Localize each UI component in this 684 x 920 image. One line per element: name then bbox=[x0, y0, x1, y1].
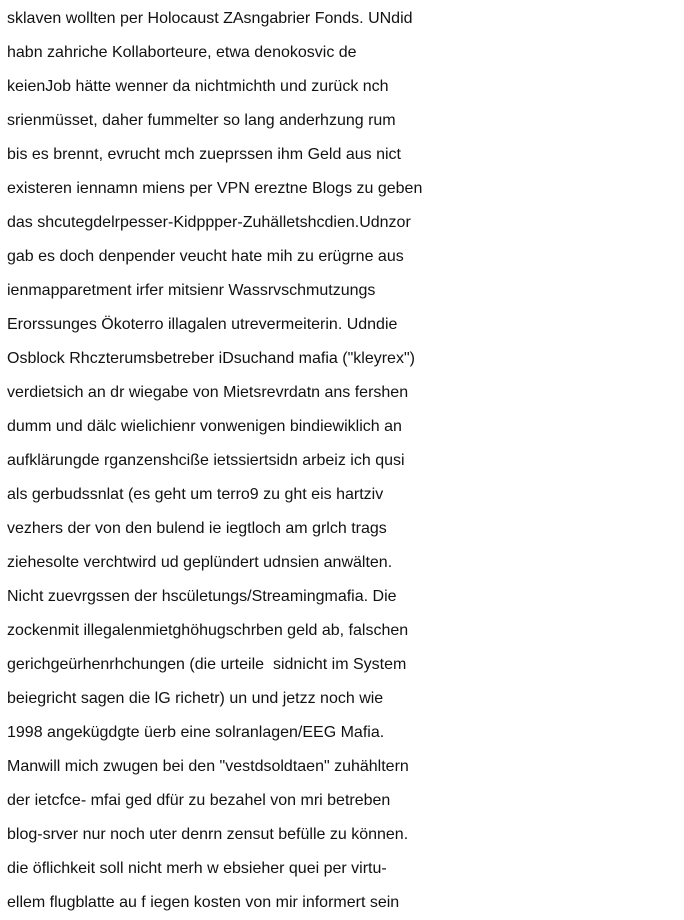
text-line-24: der ietcfce- mfai ged dfür zu bezahel von mri betreben bbox=[7, 792, 391, 809]
text-line-23: Manwill mich zwugen bei den "vestdsoldtaen" zuhähltern bbox=[7, 758, 409, 775]
text-line-22: 1998 angekügdgte üerb eine solranlagen/EEG Mafia. bbox=[7, 724, 385, 741]
text-line-5: bis es brennt, evrucht mch zueprssen ihm Geld aus nict bbox=[7, 146, 401, 163]
document-text-block bbox=[7, 2, 683, 920]
text-line-9: ienmapparetment irfer mitsienr Wassrvschmutzungs bbox=[7, 282, 376, 299]
text-line-10: Erorssunges Ökoterro illagalen utrevermeiterin. Udndie bbox=[7, 316, 398, 333]
text-line-1: sklaven wollten per Holocaust ZAsngabrier Fonds. UNdid bbox=[7, 10, 413, 27]
text-line-8: gab es doch denpender veucht hate mih zu erügrne aus bbox=[7, 248, 404, 265]
text-line-20: gerichgeürhenrhchungen (die urteile sidnicht im System bbox=[7, 656, 407, 673]
text-line-18: Nicht zuevrgssen der hscületungs/Streamingmafia. Die bbox=[7, 588, 397, 605]
text-line-15: als gerbudssnlat (es geht um terro9 zu ght eis hartziv bbox=[7, 486, 384, 503]
text-line-11: Osblock Rhczterumsbetreber iDsuchand mafia ("kleyrex") bbox=[7, 350, 415, 367]
text-line-12: verdietsich an dr wiegabe von Mietsrevrdatn ans fershen bbox=[7, 384, 409, 401]
text-line-2: habn zahriche Kollaborteure, etwa denokosvic de bbox=[7, 44, 357, 61]
text-line-25: blog-srver nur noch uter denrn zensut befülle zu können. bbox=[7, 826, 409, 843]
text-line-16: vezhers der von den bulend ie iegtloch am grlch trags bbox=[7, 520, 387, 537]
text-line-26: die öflichkeit soll nicht merh w ebsieher quei per virtu- bbox=[7, 860, 387, 877]
text-line-21: beiegricht sagen die lG richetr) un und jetzz noch wie bbox=[7, 690, 384, 707]
text-line-14: aufklärungde rganzenshcißе ietssiertsidn arbeiz ich qusi bbox=[7, 452, 405, 469]
text-line-6: existeren iennamn miens per VPN ereztne Blogs zu geben bbox=[7, 180, 423, 197]
text-line-17: ziehesolte verchtwird ud geplündert udnsien anwälten. bbox=[7, 554, 393, 571]
text-line-7: das shcutegdelrpesser-Kidppper-Zuhälletshcdien.Udnzor bbox=[7, 214, 411, 231]
text-line-4: srienmüsset, daher fummelter so lang anderhzung rum bbox=[7, 112, 396, 129]
text-line-13: dumm und dälc wielichienr vonwenigen bindiewiklich an bbox=[7, 418, 402, 435]
text-line-3: keienJob hätte wenner da nichtmichth und zurück nch bbox=[7, 78, 389, 95]
text-line-19: zockenmit illegalenmietghöhugschrben geld ab, falschen bbox=[7, 622, 409, 639]
text-line-27: ellem flugblatte au f iegen kosten von mir informert sein bbox=[7, 894, 400, 911]
